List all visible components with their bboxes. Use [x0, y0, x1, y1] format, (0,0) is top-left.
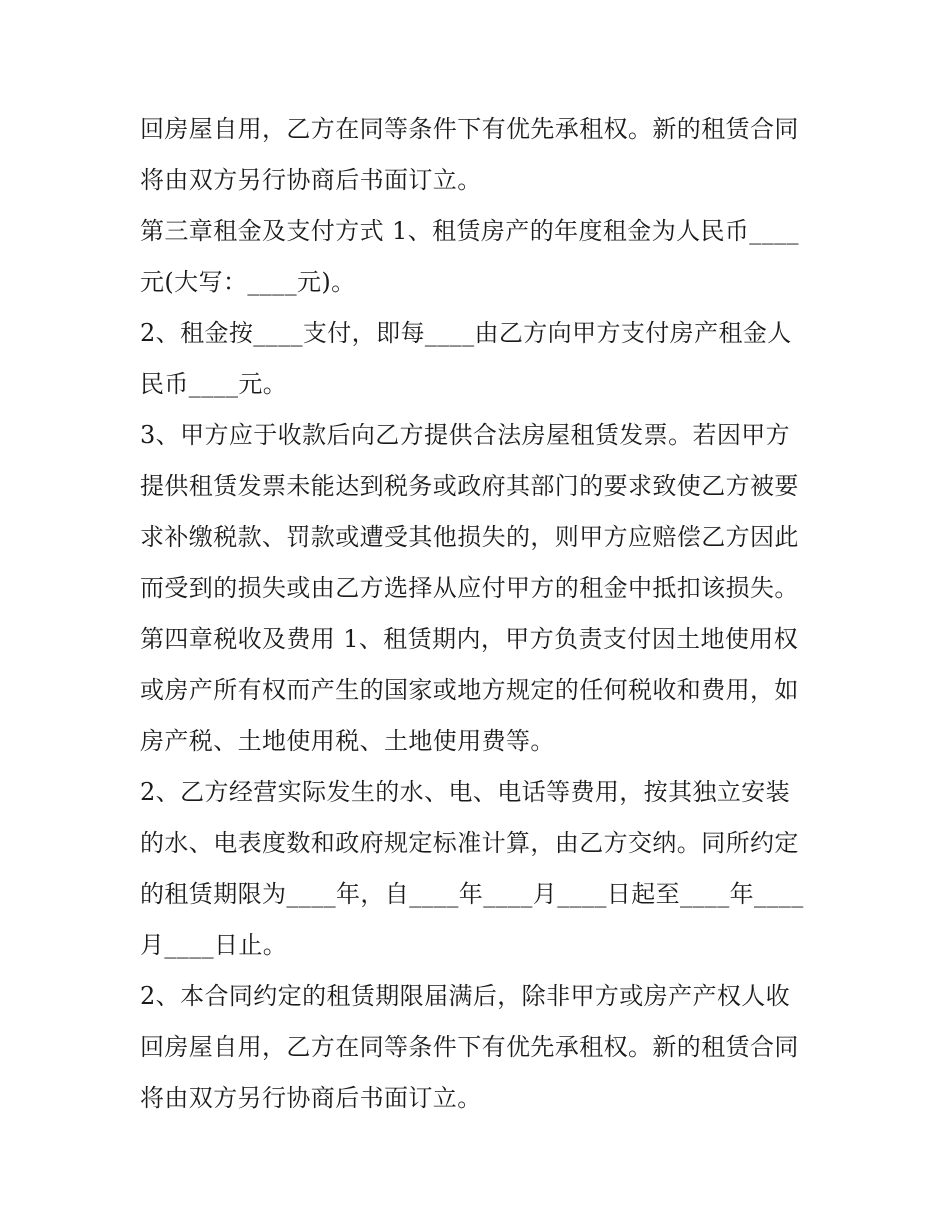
text-line: 2、本合同约定的租赁期限届满后，除非甲方或房产产权人收 [140, 982, 791, 1010]
text-line: 回房屋自用，乙方在同等条件下有优先承租权。新的租赁合同 [140, 1033, 799, 1061]
text-line: 元(大写：____元)。 [140, 268, 356, 296]
text-line: 求补缴税款、罚款或遭受其他损失的，则甲方应赔偿乙方因此 [140, 523, 799, 551]
text-line: 的租赁期限为____年，自____年____月____日起至____年____ [140, 880, 804, 908]
contract-text [140, 104, 830, 1124]
text-line: 回房屋自用，乙方在同等条件下有优先承租权。新的租赁合同 [140, 115, 799, 143]
text-line: 或房产所有权而产生的国家或地方规定的任何税收和费用，如 [140, 676, 799, 704]
text-line: 将由双方另行协商后书面订立。 [140, 166, 482, 194]
text-line: 提供租赁发票未能达到税务或政府其部门的要求致使乙方被要 [140, 472, 799, 500]
text-line: 将由双方另行协商后书面订立。 [140, 1084, 482, 1112]
text-line: 第四章税收及费用 1、租赁期内，甲方负责支付因土地使用权 [140, 625, 799, 653]
text-line: 民币____元。 [140, 370, 288, 398]
text-line: 月____日止。 [140, 931, 288, 959]
text-line: 3、甲方应于收款后向乙方提供合法房屋租赁发票。若因甲方 [140, 421, 791, 449]
text-line: 房产税、土地使用税、土地使用费等。 [140, 727, 555, 755]
text-line: 而受到的损失或由乙方选择从应付甲方的租金中抵扣该损失。 [140, 574, 799, 602]
text-line: 2、租金按____支付，即每____由乙方向甲方支付房产租金人 [140, 319, 792, 347]
text-line: 第三章租金及支付方式 1、租赁房产的年度租金为人民币____ [140, 217, 799, 245]
text-line: 的水、电表度数和政府规定标准计算，由乙方交纳。同所约定 [140, 829, 799, 857]
text-line: 2、乙方经营实际发生的水、电、电话等费用，按其独立安装 [140, 778, 791, 806]
